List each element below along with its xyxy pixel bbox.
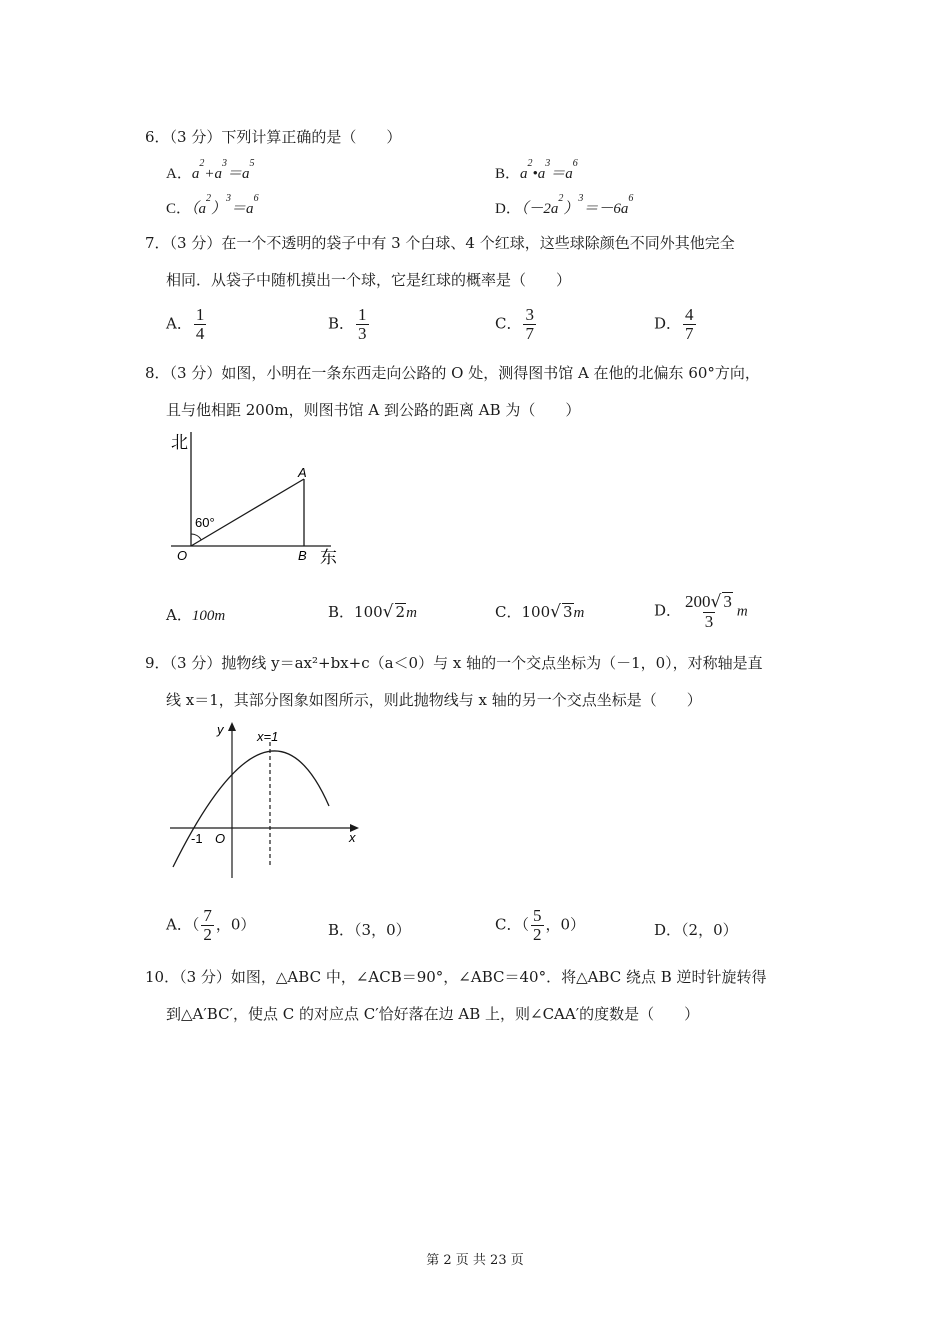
q7-option-d: D． $\frac{4}{7}$ <box>654 305 694 343</box>
q7-option-c: C． $\frac{3}{7}$ <box>495 305 534 343</box>
symmetry-axis-label: x=1 <box>257 729 279 744</box>
segment-oa <box>191 479 304 546</box>
point-b-label: B <box>298 548 307 563</box>
q9-option-d: D．（2，0） <box>654 921 738 939</box>
q9-figure <box>165 716 365 881</box>
q6-option-d: D．$(-2a^2)^3=-6a^6$ <box>495 193 634 217</box>
q9-stem-line2: 线 x＝1，其部分图象如图所示，则此抛物线与 x 轴的另一个交点坐标是（ ） <box>166 691 702 709</box>
q8-option-a: A．100m <box>166 606 226 624</box>
page-footer: 第 2 页 共 23 页 <box>426 1253 524 1268</box>
q9-stem-line1: 9．（3 分）抛物线 y＝ax²+bx+c（a＜0）与 x 轴的一个交点坐标为（－1，0），对称轴是直 <box>145 654 763 672</box>
origin-label: O <box>215 831 226 846</box>
q7-stem-line1: 7．（3 分）在一个不透明的袋子中有 3 个白球、4 个红球，这些球除颜色不同外其他完全 <box>145 234 735 252</box>
y-axis-label: y <box>217 722 224 737</box>
q8-option-b: B．100√ 2m <box>328 602 417 622</box>
q8-stem-line1: 8．（3 分）如图，小明在一条东西走向公路的 O 处，测得图书馆 A 在他的北偏东 60°方向， <box>145 364 760 382</box>
q10-stem-line2: 到△A′BC′，使点 C 的对应点 C′恰好落在边 AB 上，则∠CAA′的度数是（ ） <box>166 1005 700 1023</box>
q7-stem-line2: 相同．从袋子中随机摸出一个球，它是红球的概率是（ ） <box>166 271 572 289</box>
y-axis-arrow <box>228 722 236 731</box>
q6-option-a: A．$a^2+a^3=a^5$ <box>166 158 255 182</box>
q9-option-b: B．（3，0） <box>328 921 411 939</box>
q7-option-a: A． $\frac{1}{4}$ <box>166 305 205 343</box>
point-o-label: O <box>177 548 188 563</box>
neg-one-label: -1 <box>191 831 203 846</box>
q8-option-d: D． $\frac{200√ 3}{3}$ m <box>654 592 748 631</box>
q6-option-c: C．$(a^2)^3=a^6$ <box>166 193 259 217</box>
q6-option-b: B．$a^2•a^3=a^6$ <box>495 158 578 182</box>
q9-option-c: C．（ $\frac{5}{2}$ ，0） <box>495 906 586 944</box>
q7-option-b: B． $\frac{1}{3}$ <box>328 305 367 343</box>
q8-stem-line2: 且与他相距 200m，则图书馆 A 到公路的距离 AB 为（ ） <box>166 401 581 419</box>
q9-option-a: A．（ $\frac{7}{2}$ ，0） <box>166 906 256 944</box>
x-axis-label: x <box>349 830 356 845</box>
q8-option-c: C．100√ 3m <box>495 602 585 622</box>
q6-stem: 6．（3 分）下列计算正确的是（ ） <box>145 128 402 146</box>
angle-label: 60° <box>195 515 215 530</box>
q8-figure <box>165 428 355 573</box>
angle-arc <box>191 534 201 540</box>
point-a-label: A <box>298 465 307 480</box>
q10-stem-line1: 10．（3 分）如图，△ABC 中，∠ACB＝90°，∠ABC＝40°．将△ABC 绕点 B 逆时针旋转得 <box>145 968 767 986</box>
parabola-curve <box>173 751 329 867</box>
north-label: 北 <box>171 433 188 452</box>
east-label: 东 <box>320 548 337 567</box>
